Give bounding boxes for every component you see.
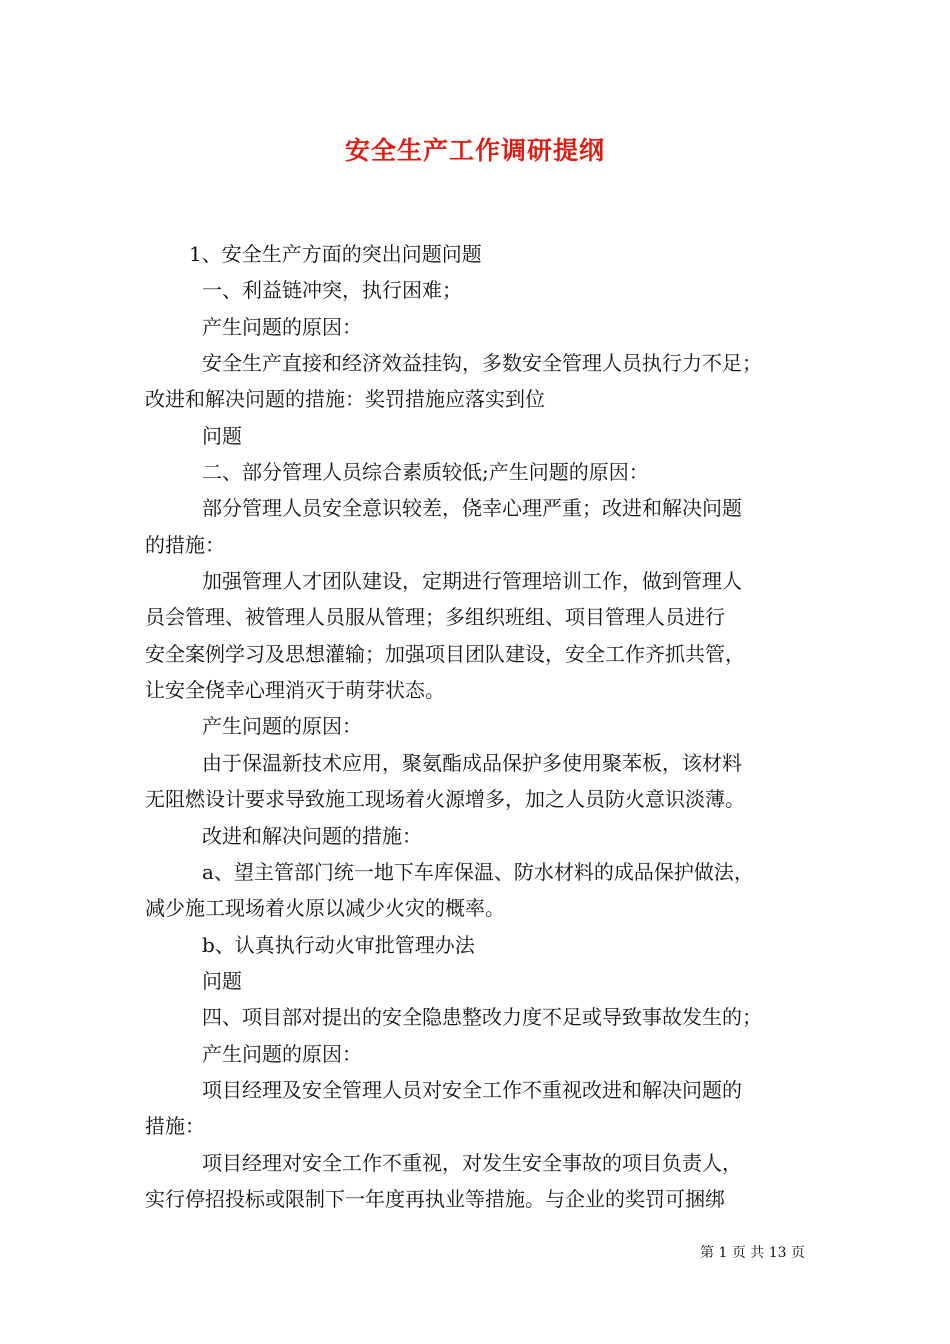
body-line: 产生问题的原因： [202,1041,362,1066]
body-line: 措施： [145,1114,205,1139]
body-line: 减少施工现场着火原以减少火灾的概率。 [145,896,505,921]
body-line: 安全生产直接和经济效益挂钩，多数安全管理人员执行力不足； [202,351,762,376]
body-line: 无阻燃设计要求导致施工现场着火源增多，加之人员防火意识淡薄。 [145,787,745,812]
body-line: 问题 [202,968,242,993]
body-line: 产生问题的原因： [202,314,362,339]
body-line: 员会管理、被管理人员服从管理；多组织班组、项目管理人员进行 [145,605,725,630]
body-line: 部分管理人员安全意识较差，侥幸心理严重；改进和解决问题 [202,496,742,521]
body-line: b、认真执行动火审批管理办法 [202,932,475,957]
body-line: 的措施： [145,532,225,557]
body-line: 四、项目部对提出的安全隐患整改力度不足或导致事故发生的； [202,1005,762,1030]
body-line: 让安全侥幸心理消灭于萌芽状态。 [145,678,445,703]
body-line: a、望主管部门统一地下车库保温、防水材料的成品保护做法， [202,859,754,884]
body-line: 二、部分管理人员综合素质较低;产生问题的原因： [202,460,649,485]
body-line: 安全案例学习及思想灌输；加强项目团队建设，安全工作齐抓共管， [145,641,745,666]
body-line: 1、安全生产方面的突出问题问题 [189,242,482,266]
body-line: 实行停招投标或限制下一年度再执业等措施。与企业的奖罚可捆绑 [145,1186,725,1211]
body-line: 一、利益链冲突，执行困难； [202,278,462,303]
body-line: 产生问题的原因： [202,714,362,739]
body-line: 改进和解决问题的措施： [202,823,422,848]
body-line: 问题 [202,423,242,448]
page-footer: 第 1 页 共 13 页 [700,1245,805,1261]
body-line: 项目经理及安全管理人员对安全工作不重视改进和解决问题的 [202,1077,742,1102]
document-title: 安全生产工作调研提纲 [344,136,605,165]
body-line: 由于保温新技术应用，聚氨酯成品保护多使用聚苯板，该材料 [202,750,742,775]
body-line: 改进和解决问题的措施：奖罚措施应落实到位 [145,387,545,412]
body-line: 加强管理人才团队建设，定期进行管理培训工作，做到管理人 [202,569,742,594]
body-line: 项目经理对安全工作不重视，对发生安全事故的项目负责人， [202,1150,742,1175]
document-body [145,236,815,1217]
